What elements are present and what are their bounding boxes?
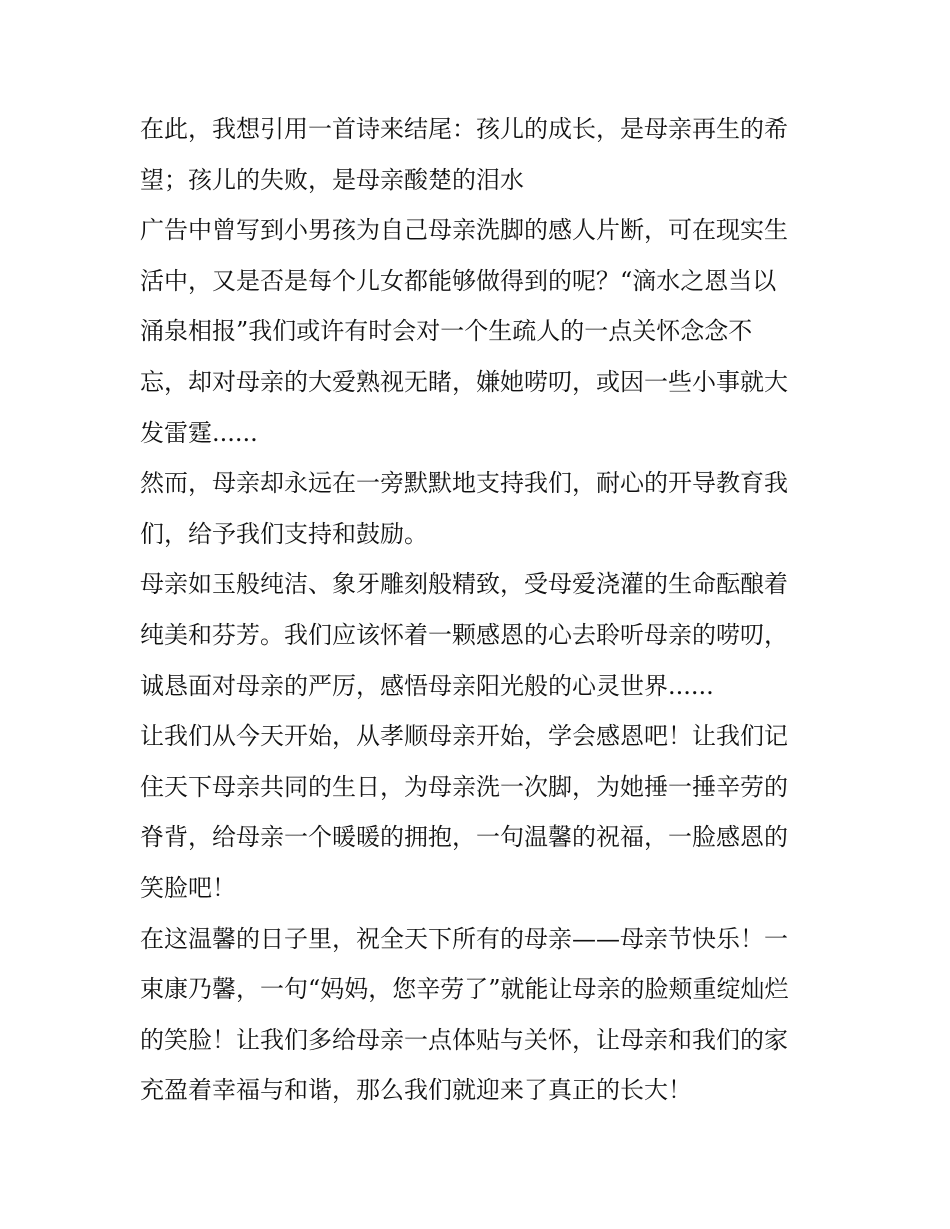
text-line: 在这温馨的日子里，祝全天下所有的母亲——母亲节快乐！一: [140, 924, 788, 953]
document-body: [140, 104, 820, 1116]
text-line: 笑脸吧！: [140, 873, 236, 902]
text-line: 脊背，给母亲一个暖暖的拥抱，一句温馨的祝福，一脸感恩的: [140, 823, 788, 852]
text-line: 在此，我想引用一首诗来结尾：孩儿的成长，是母亲再生的希: [140, 115, 788, 143]
text-line: 然而，母亲却永远在一旁默默地支持我们，耐心的开导教育我: [140, 469, 788, 498]
text-line: 发雷霆......: [140, 418, 258, 447]
text-line: 住天下母亲共同的生日，为母亲洗一次脚，为她捶一捶辛劳的: [140, 772, 788, 801]
text-line: 涌泉相报”我们或许有时会对一个生疏人的一点关怀念念不: [140, 317, 753, 346]
text-line: 纯美和芬芳。我们应该怀着一颗感恩的心去聆听母亲的唠叨，: [140, 620, 788, 649]
text-line: 母亲如玉般纯洁、象牙雕刻般精致，受母爱浇灌的生命酝酿着: [140, 570, 788, 599]
text-line: 活中，又是否是每个儿女都能够做得到的呢？“滴水之恩当以: [140, 266, 777, 295]
text-line: 忘，却对母亲的大爱熟视无睹，嫌她唠叨，或因一些小事就大: [140, 367, 788, 396]
text-line: 诚恳面对母亲的严厉，感悟母亲阳光般的心灵世界......: [140, 671, 714, 700]
text-line: 广告中曾写到小男孩为自己母亲洗脚的感人片断，可在现实生: [140, 216, 788, 245]
text-line: 让我们从今天开始，从孝顺母亲开始，学会感恩吧！让我们记: [140, 722, 788, 751]
text-line: 望；孩儿的失败，是母亲酸楚的泪水: [140, 165, 524, 194]
text-line: 充盈着幸福与和谐，那么我们就迎来了真正的长大！: [140, 1076, 692, 1105]
text-line: 们，给予我们支持和鼓励。: [140, 519, 428, 548]
text-line: 束康乃馨，一句“妈妈，您辛劳了”就能让母亲的脸颊重绽灿烂: [140, 975, 789, 1004]
text-line: 的笑脸！让我们多给母亲一点体贴与关怀，让母亲和我们的家: [140, 1025, 788, 1054]
